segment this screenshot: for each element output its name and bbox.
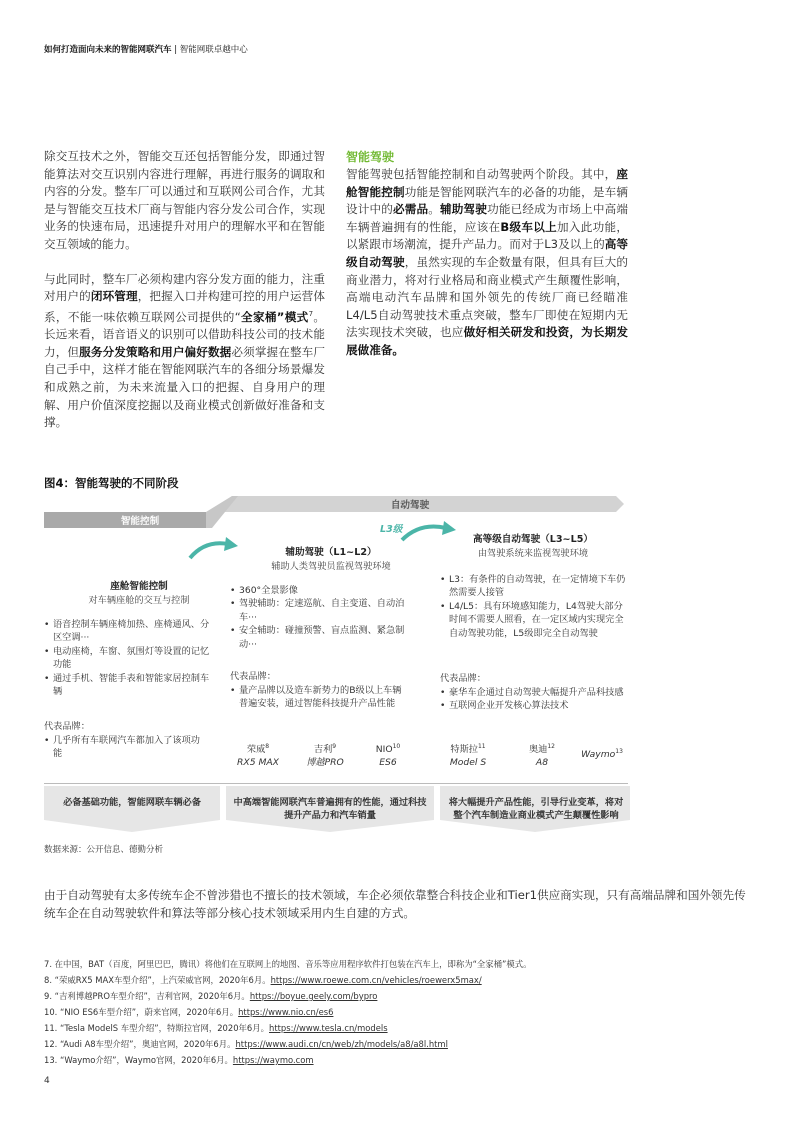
text-run: 加入此功能，以紧跟市场潮流，提升产品力。而对于L3及以上的 — [346, 219, 628, 252]
figure-source: 数据来源：公开信息、德勤分析 — [44, 845, 164, 855]
bold-run: 服务分发策略和用户偏好数据 — [79, 344, 232, 359]
footnote-13 — [44, 1054, 532, 1070]
footnote-link[interactable]: https://www.tesla.cn/models — [269, 1023, 388, 1033]
right-paragraph — [346, 166, 628, 360]
stage2-title: 辅助驾驶（L1~L2） — [285, 547, 377, 558]
stage2-bullets — [230, 584, 410, 651]
footnote-ref: 12 — [547, 743, 555, 750]
list-item: • 通过手机、智能手表和智能家居控制车辆 — [44, 672, 214, 699]
brand-nio — [358, 740, 418, 769]
text-run: 。 — [428, 202, 441, 217]
band-label-auto: 自动驾驶 — [390, 500, 430, 511]
footnote-link[interactable]: https://www.audi.cn/cn/web/zh/models/a8/a8l.html — [235, 1039, 448, 1049]
header-org: 智能网联卓越中心 — [179, 45, 248, 55]
stage2-rep-label: 代表品牌： — [230, 671, 276, 682]
list-item: • 几乎所有车联网汽车都加入了该项功能 — [44, 734, 204, 761]
footnote-text: 10. “NIO ES6车型介绍”，蔚来官网，2020年6月。 — [44, 1007, 239, 1017]
brand-audi — [512, 740, 572, 769]
list-item: • 豪华车企通过自动驾驶大幅提升产品科技感 — [440, 686, 630, 699]
footnote-link[interactable]: https://www.nio.cn/es6 — [238, 1007, 334, 1017]
page-number: 4 — [44, 1076, 50, 1086]
stage3-summary: 将大幅提升产品性能，引导行业变革，将对整个汽车制造业商业模式产生颠覆性影响 — [448, 797, 624, 821]
brand-model: ES6 — [379, 757, 397, 769]
brand-roewe — [228, 740, 288, 769]
footnote-text: 13. “Waymo介绍”，Waymo官网，2020年6月。 — [44, 1055, 233, 1065]
footnote-text: 12. “Audi A8车型介绍”，奥迪官网，2020年6月。 — [44, 1039, 236, 1049]
footnote-ref: 11 — [477, 743, 486, 750]
list-item: • 驾驶辅助：定速巡航、自主变道、自动泊车··· — [230, 597, 410, 624]
text-run: ，把握入口并构建可控的用户运营体系，不能一味依赖互联网公司提供的“ — [44, 289, 325, 324]
section-heading: 智能驾驶 — [346, 150, 395, 164]
bold-run: B级车以上 — [500, 219, 558, 234]
header-separator: | — [174, 45, 178, 55]
footnote-link[interactable]: https://www.roewe.com.cn/vehicles/roewerx5max/ — [270, 975, 482, 985]
footnote-ref: 7 — [308, 309, 314, 318]
stage3-rep-label: 代表品牌： — [440, 673, 486, 684]
bold-run: 必需品 — [393, 202, 429, 217]
figure-title: 图4：智能驾驶的不同阶段 — [44, 476, 179, 490]
arrow-curve-1 — [190, 543, 228, 558]
summary-shape-1 — [44, 786, 220, 832]
footnote-ref: 13 — [615, 748, 623, 755]
stage2-rep-bullets — [230, 684, 410, 711]
brand-name: 奥迪 — [528, 744, 548, 756]
figure-divider — [44, 783, 628, 784]
stage3-title: 高等级自动驾驶（L3~L5） — [473, 534, 593, 545]
list-item: • 电动座椅，车窗、氛围灯等设置的记忆功能 — [44, 645, 214, 672]
footnote-11 — [44, 1022, 532, 1038]
bold-run: 辅助驾驶 — [440, 202, 488, 217]
bottom-paragraph: 由于自动驾驶有太多传统车企不曾涉猎也不擅长的技术领域，车企必须依靠整合科技企业和Tier1供应商实现，只有高端品牌和国外领先传统车企在自动驾驶软件和算法等部分核心技术领域采用内生自建的方式。 — [44, 888, 746, 920]
left-paragraph-1: 除交互技术之外，智能交互还包括智能分发，即通过智能算法对交互识别内容进行理解，再进行服务的调取和内容的分发。整车厂可以通过和互联网公司合作，尤其是与智能交互技术厂商与智能内容分发公司合作，实现业务的快速布局，迅速提升对用户的理解水平和在智能交互领域的能力。 — [44, 149, 325, 251]
text-run: 与此同时，整车厂必须构建内容分发方面的能力，注重对用户的 — [44, 271, 325, 304]
footnote-link[interactable]: https://waymo.com — [232, 1055, 314, 1065]
bold-run: 高等级自动驾驶 — [346, 237, 628, 269]
footnote-text: 7. 在中国，BAT（百度，阿里巴巴，腾讯）将他们在互联网上的地图、音乐等应用程序软件打包装在汽车上，即称为“全家桶”模式。 — [44, 959, 532, 969]
stage1-rep-bullets — [44, 734, 204, 761]
brand-tesla — [438, 740, 498, 769]
list-item: • L3：有条件的自动驾驶，在一定情境下车仍然需要人接管 — [440, 573, 630, 600]
list-item: • L4/L5：具有环境感知能力，L4驾驶大部分时间不需要人照看，在一定区域内实现完全自动驾驶功能，L5级即完全自动驾驶 — [440, 600, 630, 640]
list-item: • 360°全景影像 — [230, 584, 410, 597]
brand-geely — [295, 740, 355, 769]
footnote-text: 8. “荣威RX5 MAX车型介绍”，上汽荣威官网，2020年6月。 — [44, 975, 271, 985]
footnote-ref: 8 — [265, 743, 270, 750]
bold-run: 座舱智能控制 — [346, 167, 628, 199]
brand-name: 吉利 — [313, 744, 333, 756]
brand-name: Waymo — [581, 749, 616, 761]
header-title: 如何打造面向未来的智能网联汽车 — [44, 45, 172, 55]
brand-model: RX5 MAX — [237, 757, 279, 769]
stage3-bullets — [440, 573, 630, 640]
text-run: 功能已经成为市场上中高端车辆普遍拥有的性能，应该在 — [346, 202, 628, 234]
stage2-summary: 中高端智能网联汽车普遍拥有的性能，通过科技提升产品力和汽车销量 — [233, 797, 427, 821]
text-run: 必须掌握在整车厂自己手中，这样才能在智能网联汽车的各细分场景爆发和成熟之前，为未来流量入口的把握、自身用户的理解、用户价值深度挖掘以及商业模式创新做好准备和支撑。 — [44, 344, 325, 430]
stage1-title: 座舱智能控制 — [110, 581, 168, 592]
l3-label: L3级 — [380, 524, 403, 535]
stage1-subtitle: 对车辆座舱的交互与控制 — [88, 595, 190, 606]
footnote-7 — [44, 958, 532, 974]
stage1-summary: 必备基础功能，智能网联车辆必备 — [63, 797, 201, 808]
stage1-bullets — [44, 618, 214, 698]
brand-model: 博越PRO — [306, 757, 344, 769]
stage1-rep-label: 代表品牌： — [44, 721, 90, 732]
left-paragraph-2 — [44, 271, 325, 432]
stage3-rep-bullets — [440, 686, 630, 713]
footnote-ref: 10 — [392, 743, 401, 750]
text-run: 功能是智能网联汽车的必备的功能，是车辆设计中的 — [346, 184, 628, 217]
list-item: • 量产品牌以及造车新势力的B级以上车辆普遍安装，通过智能科技提升产品性能 — [230, 684, 410, 711]
footnote-9 — [44, 990, 532, 1006]
bold-run: 闭环管理 — [90, 289, 138, 304]
band-label-control: 智能控制 — [120, 516, 160, 527]
brand-name: 特斯拉 — [450, 744, 478, 756]
brand-name: NIO — [375, 744, 393, 756]
bold-run: 做好相关研发和投资，为长期发展做准备。 — [346, 325, 628, 357]
list-item: • 互联网企业开发核心算法技术 — [440, 699, 630, 712]
brand-model: Model S — [449, 757, 487, 769]
running-header — [44, 43, 248, 55]
footnote-text: 9. “吉利博越PRO车型介绍”，吉利官网，2020年6月。 — [44, 991, 250, 1001]
text-run: 。长远来看，语音语义的识别可以借助科技公司的技术能力，但 — [44, 309, 325, 359]
list-item: • 语音控制车辆座椅加热、座椅通风、分区空调··· — [44, 618, 214, 645]
text-run: ，虽然实现的车企数量有限，但具有巨大的商业潜力，将对行业格局和商业模式产生颠覆性影响，高端电动汽车品牌和国外领先的传统厂商已经瞄准L4/L5自动驾驶技术重点突破，整车厂即使在短期内无法实现技术突破，也应 — [346, 254, 628, 340]
footnote-ref: 9 — [332, 743, 337, 750]
footnote-12 — [44, 1038, 532, 1054]
footnote-link[interactable]: https://boyue.geely.com/bypro — [249, 991, 378, 1001]
text-run: 智能驾驶包括智能控制和自动驾驶两个阶段。其中， — [346, 167, 617, 181]
brand-model: A8 — [535, 757, 549, 769]
footnote-10 — [44, 1006, 532, 1022]
bold-run: 全家桶”模式 — [240, 309, 309, 324]
list-item: • 安全辅助：碰撞预警、盲点监测、紧急制动··· — [230, 624, 410, 651]
footnote-text: 11. “Tesla ModelS 车型介绍”，特斯拉官网，2020年6月。 — [44, 1023, 270, 1033]
stage3-subtitle: 由驾驶系统来监视驾驶环境 — [477, 548, 589, 559]
left-column — [44, 148, 325, 432]
footnotes — [44, 958, 532, 1070]
right-column — [346, 148, 628, 360]
brand-name: 荣威 — [246, 744, 266, 756]
stage2-subtitle: 辅助人类驾驶员监视驾驶环境 — [271, 561, 391, 572]
brand-waymo — [572, 745, 632, 761]
footnote-8 — [44, 974, 532, 990]
